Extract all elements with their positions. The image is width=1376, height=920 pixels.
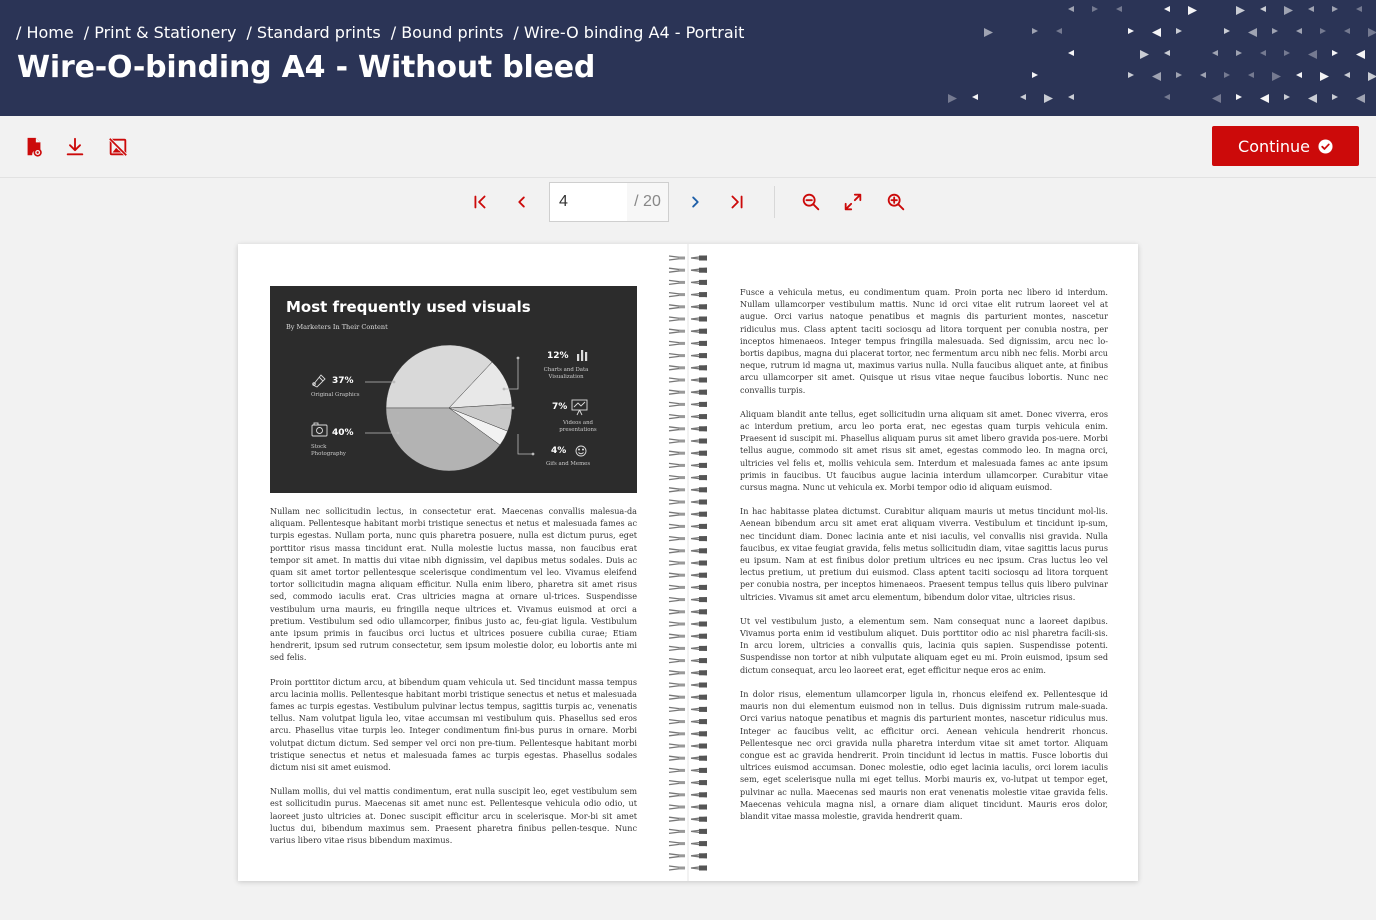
caption-stock-photography: Stock Photography — [311, 444, 346, 457]
pattern-triangle — [1164, 94, 1170, 100]
pattern-triangle — [1368, 28, 1376, 37]
pct-gifs-memes: 4% — [551, 446, 567, 456]
page-header — [0, 0, 1376, 116]
pattern-triangle — [1236, 6, 1245, 15]
presentation-icon — [572, 400, 587, 415]
pattern-triangle — [972, 94, 978, 100]
pattern-triangle — [1248, 28, 1257, 37]
pattern-triangle — [1020, 94, 1026, 100]
pattern-triangle — [1332, 94, 1338, 100]
pattern-triangle — [984, 28, 993, 37]
next-page-icon[interactable] — [684, 191, 706, 213]
pattern-triangle — [1212, 94, 1221, 103]
book-preview — [238, 244, 1138, 881]
file-preview-icon[interactable] — [23, 136, 45, 158]
right-paragraph: Ut vel vestibulum justo, a elementum sem. Nam consequat nunc a laoreet dapibus. Vivamus porta enim id vestibulum aliquet. Duis porttitor odio ac nisl pharetra facili-sis. In arcu lorem, ultricies a convallis quis, lacinia quis sapien. Suspendisse potenti. Suspendisse non tortor at nibh vulputate aliquam eget eu mi. Proin euismod, ipsum sed dictum consequat, arcu leo laoreet erat, eget efficitur neque eros ac enim. — [740, 615, 1108, 675]
previous-page-icon[interactable] — [511, 191, 533, 213]
last-page-icon[interactable] — [726, 191, 748, 213]
pattern-triangle — [948, 94, 957, 103]
pattern-triangle — [1344, 28, 1350, 34]
download-icon[interactable] — [64, 136, 86, 158]
pattern-triangle — [1044, 94, 1053, 103]
pager-divider — [774, 186, 775, 218]
pattern-triangle — [1032, 28, 1038, 34]
stock-photography-icon — [312, 423, 327, 436]
page-total: / 20 — [627, 182, 669, 222]
pattern-triangle — [1332, 6, 1338, 12]
continue-button[interactable] — [1212, 126, 1359, 166]
pattern-triangle — [1068, 6, 1074, 12]
pattern-triangle — [1260, 6, 1266, 12]
pattern-triangle — [1164, 6, 1170, 12]
chart-visualization-icon — [577, 350, 587, 361]
pattern-triangle — [1272, 28, 1278, 34]
pattern-triangle — [1296, 72, 1302, 78]
page-navigation — [0, 178, 1376, 226]
wire-o-binding — [665, 244, 711, 881]
pattern-triangle — [1152, 28, 1161, 37]
pattern-triangle — [1356, 50, 1365, 59]
pattern-triangle — [1236, 50, 1242, 56]
pattern-triangle — [1068, 94, 1074, 100]
zoom-in-icon[interactable] — [885, 191, 907, 213]
breadcrumb — [16, 23, 754, 42]
pattern-triangle — [1308, 94, 1317, 103]
gif-smiley-icon — [576, 446, 586, 456]
pct-stock-photography: 40% — [332, 428, 354, 438]
page-title: Wire-O-binding A4 - Without bleed — [17, 50, 596, 85]
first-page-icon[interactable] — [469, 191, 491, 213]
pattern-triangle — [1092, 6, 1098, 12]
right-paragraph: Fusce a vehicula metus, eu condimentum quam. Proin porta nec libero id interdum. Nullam ullamcorper vestibulum mattis. Nunc id orci vitae elit rutrum laoreet vel at augue. Orci varius natoque penatibus et magnis dis parturient montes, nascetur ridiculus mus. Class aptent taciti sociosqu ad litora torquent per conubia nostra, per inceptos himenaeos. Integer tempus fringilla malesuada. Sed dignissim, arcu nec lo-bortis dapibus, magna dui placerat tortor, nec fermentum arcu nibh nec felis. Morbi arcu neque, rutrum id magna ut, maximus varius nulla. Nulla faucibus aliquet ante, at finibus arcu ullamcorper sit amet. Quisque ut risus vitae neque faucibus lobortis. Nunc nec convallis turpis. — [740, 287, 1108, 395]
page-number-input[interactable] — [549, 182, 628, 222]
pattern-triangle — [1272, 72, 1281, 81]
pattern-triangle — [1224, 72, 1230, 78]
pattern-triangle — [1176, 28, 1182, 34]
caption-charts-visualization: Charts and Data Visualization — [543, 367, 589, 380]
pattern-triangle — [1068, 50, 1074, 56]
pattern-triangle — [1152, 72, 1161, 81]
breadcrumb-bound-prints[interactable]: / Bound prints — [390, 23, 504, 42]
pattern-triangle — [1260, 94, 1269, 103]
pct-videos-presentations: 7% — [552, 402, 568, 412]
pct-charts-visualization: 12% — [547, 351, 569, 361]
left-paragraph: Nullam mollis, dui vel mattis condimentum, erat nulla suscipit leo, eget vestibulum sem est sollicitudin purus. Maecenas sit amet nunc est. Pellentesque vehicula odio odio, ut laoreet justo ultricies at. Donec suscipit efficitur arcu in scelerisque. Mor-bi sit amet luctus dui, bibendum maximus sem. Praesent pharetra finibus pellen-tesque. Nunc varius libero vitae risus bibendum maximus. — [270, 786, 637, 846]
pattern-triangle — [1128, 28, 1134, 34]
toolbar — [0, 116, 1376, 178]
caption-original-graphics: Original Graphics — [311, 392, 360, 398]
breadcrumb-standard-prints[interactable]: / Standard prints — [246, 23, 381, 42]
right-page — [740, 286, 1108, 834]
pattern-triangle — [1308, 50, 1317, 59]
caption-videos-presentations: Videos and presentations — [559, 420, 597, 433]
infographic-title: Most frequently used visuals — [286, 298, 531, 316]
zoom-out-icon[interactable] — [800, 191, 822, 213]
pattern-triangle — [1128, 72, 1134, 78]
fullscreen-icon[interactable] — [842, 191, 864, 213]
pattern-triangle — [1176, 72, 1182, 78]
image-off-icon[interactable] — [107, 136, 129, 158]
pattern-triangle — [1356, 94, 1365, 103]
pattern-triangle — [1260, 50, 1266, 56]
right-paragraph: In dolor risus, elementum ullamcorper ligula in, rhoncus eleifend ex. Pellentesque id mauris non dui elementum euismod non in tellus. Duis dignissim rutrum male-suada. Orci varius natoque penatibus et magnis dis parturient montes, nascetur ridiculus mus. Integer ac faucibus velit, ac efficitur orci. Aenean vehicula hendrerit rhoncus. Pellentesque nec orci gravida nulla pharetra interdum vitae sit amet tortor. Aliquam congue est ac gravida hendrerit. Proin tincidunt id lectus in mattis. Fusce lobortis dui ultrices euismod accumsan. Donec molestie, odio eget lacinia iaculis, orci lorem iaculis sem, eget scelerisque nulla mi eget tellus. Morbi mauris ex, vo-lutpat ut tempor eget, pulvinar ac nulla. Maecenas sed mauris non erat venenatis molestie vitae gravida felis. Maecenas vehicula magna nisl, a ornare diam aliquet tincidunt. Mauris eros dolor, blandit vitae massa molestie, gravida hendrerit quam. — [740, 688, 1108, 821]
pattern-triangle — [1116, 6, 1122, 12]
pattern-triangle — [1056, 28, 1062, 34]
pattern-triangle — [1188, 6, 1197, 15]
caption-gifs-memes: Gifs and Memes — [546, 461, 591, 467]
pattern-triangle — [1224, 28, 1230, 34]
infographic-subtitle: By Marketers In Their Content — [286, 323, 388, 331]
infographic — [270, 286, 637, 493]
continue-button-label: Continue — [1238, 136, 1310, 156]
pattern-triangle — [1332, 50, 1338, 56]
pattern-triangle — [1356, 6, 1362, 12]
right-paragraph: In hac habitasse platea dictumst. Curabitur aliquam mauris ut metus tincidunt mol-lis. Aenean bibendum arcu sit amet erat aliquam viverra. Vestibulum et tincidunt ip-sum, nec tincidunt diam. Donec lacinia ante et nisi iaculis, vel convallis nisi gravida. Nulla faucibus, ex vitae feugiat gravida, felis metus sollicitudin diam, vitae sagittis lacus purus eu ipsum. Nam at est finibus dolor pretium ultrices eu nec ipsum. Cras luctus leo vel lectus pretium, ut pretium dui euismod. Class aptent taciti sociosqu ad litora torquent per conubia nostra, per inceptos himenaeos. Praesent tempus tellus quis libero pulvinar ultricies. Vivamus sit amet arcu elementum, bibendum dolor vitae, ultricies risus. — [740, 506, 1108, 602]
pattern-triangle — [1212, 50, 1218, 56]
pattern-triangle — [1320, 72, 1329, 81]
pattern-triangle — [1032, 72, 1038, 78]
pattern-triangle — [1284, 94, 1290, 100]
pattern-triangle — [1368, 72, 1376, 81]
pattern-triangle — [1296, 28, 1302, 34]
breadcrumb-wire-o-binding[interactable]: / Wire-O binding A4 - Portrait — [513, 23, 745, 42]
pattern-triangle — [1344, 72, 1350, 78]
pattern-triangle — [1164, 50, 1170, 56]
right-paragraph: Aliquam blandit ante tellus, eget sollicitudin urna aliquam sit amet. Donec viverra, eros ac interdum pretium, arcu leo porta erat, nec egestas quam turpis vehicula enim. Praesent id suscipit mi. Phasellus aliquam purus sit amet libero gravida pos-uere. Morbi tellus augue, commodo sit amet risus sit amet, egestas commodo leo. In magna orci, ultricies vel felis et, mollis vehicula sem. Interdum et malesuada fames ac ante ipsum primis in faucibus. Ut faucibus augue lacinia interdum ullamcorper. Curabitur vitae cursus magna. Nunc ut vehicula ex. Morbi tempor odio id aliquam euismod. — [740, 408, 1108, 493]
left-paragraph: Proin porttitor dictum arcu, at bibendum quam vehicula ut. Sed tincidunt massa tempus arcu lacinia mollis. Pellentesque habitant morbi tristique senectus et netus et malesuada fames ac turpis egestas. Vestibulum pulvinar lectus tempus, sagittis turpis ac, venenatis tellus. Nam volutpat ligula leo, vitae accumsan mi vestibulum quis. Phasellus sed eros arcu. Phasellus vitae turpis leo. Integer condimentum fini-bus purus in ornare. Morbi volutpat dictum dictum. Sed semper vel orci non pre-tium. Pellentesque habitant morbi tristique senectus et netus et malesuada fames ac turpis egestas. Phasellus sodales dictum nisi sit amet euismod. — [270, 676, 637, 773]
left-paragraph: Nullam nec sollicitudin lectus, in consectetur erat. Maecenas convallis malesua-da aliquam. Pellentesque habitant morbi tristique senectus et netus et malesuada fames ac turpis egestas. Nullam porta, nunc quis pharetra posuere, nulla est dictum purus, eget porttitor risus massa tincidunt erat. Nulla molestie luctus massa, non faucibus erat tempor sit amet. In mattis dui vitae nibh dignissim, vel dapibus metus sodales. Duis ac quam sit amet tortor pellentesque scelerisque condimentum vel leo. Vivamus eleifend tortor sollicitudin magna aliquam efficitur. Nulla enim libero, pharetra sit amet risus sed, commodo iaculis erat. Cras ultricies magna at ornare ul-trices. Suspendisse vestibulum urna mauris, eu fringilla neque ultrices et. Vivamus euismod at orci a pretium. Vestibulum sed odio ullamcorper, finibus justo ac, feu-giat ligula. Vestibulum ante ipsum primis in faucibus orci luctus et ultrices posuere cubilia curae; Etiam hendrerit, ipsum sed rutrum consectetur, sem ipsum molestie dolor, eu lobortis ante mi sed felis. — [270, 506, 637, 663]
pattern-triangle — [1284, 6, 1293, 15]
breadcrumb-home[interactable]: / Home — [16, 23, 74, 42]
pattern-triangle — [1236, 94, 1242, 100]
pattern-triangle — [1320, 28, 1326, 34]
breadcrumb-print-stationery[interactable]: / Print & Stationery — [83, 23, 237, 42]
check-circle-icon — [1318, 139, 1333, 154]
original-graphics-icon — [313, 375, 325, 387]
triangle-pattern-decoration — [876, 0, 1376, 116]
pct-original-graphics: 37% — [332, 376, 354, 386]
pattern-triangle — [1140, 50, 1149, 59]
left-page — [270, 286, 637, 858]
pattern-triangle — [1200, 72, 1206, 78]
pattern-triangle — [1248, 72, 1254, 78]
pattern-triangle — [1284, 50, 1290, 56]
pattern-triangle — [1308, 6, 1314, 12]
